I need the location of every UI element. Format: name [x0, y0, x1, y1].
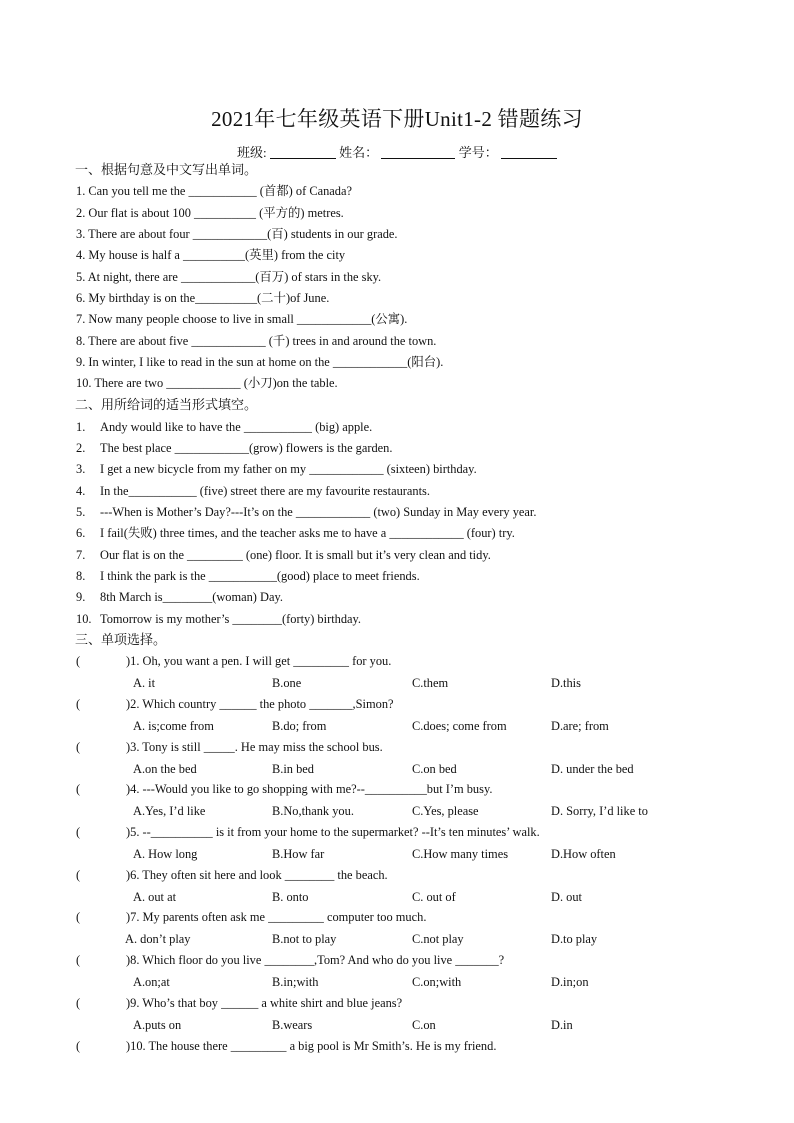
option: B.in bed: [272, 762, 314, 776]
name-field[interactable]: [381, 146, 455, 159]
option: C.does; come from: [412, 719, 507, 733]
option: A. is;come from: [133, 719, 214, 733]
s1-item: 4. My house is half a __________(英里) from the city: [76, 248, 346, 262]
question: [76, 909, 426, 925]
option: A. it: [133, 676, 156, 690]
question: [76, 696, 394, 712]
s2-item: [76, 525, 515, 541]
item-text: Tomorrow is my mother’s ________(forty) birthday.: [100, 612, 362, 626]
option: D.in: [551, 1018, 573, 1032]
option: D. Sorry, I’d like to: [551, 804, 648, 818]
option: D.are; from: [551, 719, 609, 733]
option: B.No,thank you.: [272, 804, 354, 818]
option: B.one: [272, 676, 302, 690]
option: C.How many times: [412, 847, 509, 861]
question: [76, 995, 402, 1011]
option: A.on;at: [133, 975, 170, 989]
option: A.puts on: [133, 1018, 182, 1032]
s2-item: [76, 504, 536, 520]
option: A. How long: [133, 847, 198, 861]
question: [76, 824, 540, 840]
item-text: I get a new bicycle from my father on my ____________ (sixteen) birthday.: [100, 462, 477, 476]
item-text: Andy would like to have the ___________ (big) apple.: [100, 420, 373, 434]
option: D. out: [551, 890, 582, 904]
s2-item: [76, 461, 477, 477]
item-text: Our flat is on the _________ (one) floor. It is small but it’s very clean and tidy.: [100, 548, 491, 562]
question: [76, 653, 391, 669]
student-info-line: [0, 142, 794, 161]
question-text: )8. Which floor do you live ________,Tom? And who do you live _______?: [126, 953, 505, 967]
s1-item: 7. Now many people choose to live in small ____________(公寓).: [76, 312, 408, 326]
s2-item: [76, 611, 361, 627]
item-number: 1.: [76, 420, 86, 434]
s2-item: [76, 440, 392, 456]
answer-bracket[interactable]: (: [76, 654, 81, 668]
class-label: 班级:: [237, 145, 267, 160]
item-number: 2.: [76, 441, 86, 455]
option: C.on: [412, 1018, 436, 1032]
option: B.How far: [272, 847, 325, 861]
question-text: )2. Which country ______ the photo _______,Simon?: [126, 697, 394, 711]
item-text: 8th March is________(woman) Day.: [100, 590, 283, 604]
document-title: 2021年七年级英语下册Unit1-2 错题练习: [211, 107, 583, 131]
answer-bracket[interactable]: (: [76, 782, 81, 796]
answer-bracket[interactable]: (: [76, 697, 81, 711]
question-text: )5. --__________ is it from your home to the supermarket? --It’s ten minutes’ walk.: [126, 825, 540, 839]
s1-item: 9. In winter, I like to read in the sun at home on the ____________(阳台).: [76, 355, 444, 369]
question: [76, 867, 388, 883]
name-label: 姓名：: [339, 145, 379, 160]
item-text: I think the park is the ___________(good) place to meet friends.: [100, 569, 420, 583]
section1-heading: 一、根据句意及中文写出单词。: [75, 162, 258, 177]
item-number: 10.: [76, 612, 92, 626]
answer-bracket[interactable]: (: [76, 910, 81, 924]
option: D.How often: [551, 847, 616, 861]
s2-item: [76, 589, 283, 605]
option: C.not play: [412, 932, 464, 946]
question-text: )10. The house there _________ a big pool is Mr Smith’s. He is my friend.: [126, 1039, 497, 1053]
question: [76, 1038, 496, 1054]
item-text: I fail(失败) three times, and the teacher asks me to have a ____________ (four) try.: [100, 526, 515, 540]
option: C. out of: [412, 890, 456, 904]
option: B.in;with: [272, 975, 319, 989]
question-text: )9. Who’s that boy ______ a white shirt and blue jeans?: [126, 996, 403, 1010]
s1-item: 3. There are about four ____________(百) students in our grade.: [76, 227, 398, 241]
option: B. onto: [272, 890, 309, 904]
option: D.to play: [551, 932, 598, 946]
question-text: )1. Oh, you want a pen. I will get _________ for you.: [126, 654, 392, 668]
item-number: 7.: [76, 548, 86, 562]
s1-item: 1. Can you tell me the ___________ (首都) of Canada?: [76, 184, 352, 198]
question: [76, 781, 492, 797]
option: A. don’t play: [125, 932, 191, 946]
question-text: )7. My parents often ask me _________ computer too much.: [126, 910, 427, 924]
item-text: ---When is Mother’s Day?---It’s on the ____________ (two) Sunday in May every year.: [100, 505, 537, 519]
option: C.on;with: [412, 975, 462, 989]
s1-item: 2. Our flat is about 100 __________ (平方的) metres.: [76, 206, 344, 220]
s2-item: [76, 419, 372, 435]
item-text: In the___________ (five) street there are my favourite restaurants.: [100, 484, 430, 498]
question: [76, 739, 383, 755]
s2-item: [76, 547, 491, 563]
s1-item: 10. There are two ____________ (小刀)on the table.: [76, 376, 338, 390]
answer-bracket[interactable]: (: [76, 868, 81, 882]
item-number: 8.: [76, 569, 86, 583]
id-field[interactable]: [501, 146, 557, 159]
answer-bracket[interactable]: (: [76, 953, 81, 967]
question-text: )3. Tony is still _____. He may miss the school bus.: [126, 740, 383, 754]
item-number: 3.: [76, 462, 86, 476]
option: A.Yes, I’d like: [133, 804, 206, 818]
option: D. under the bed: [551, 762, 634, 776]
item-text: The best place ____________(grow) flowers is the garden.: [100, 441, 393, 455]
class-field[interactable]: [270, 146, 336, 159]
item-number: 6.: [76, 526, 86, 540]
s2-item: [76, 483, 430, 499]
s1-item: 6. My birthday is on the__________(二十)of June.: [76, 291, 330, 305]
answer-bracket[interactable]: (: [76, 996, 81, 1010]
question-text: )6. They often sit here and look ________ the beach.: [126, 868, 388, 882]
section3-heading: 三、单项选择。: [75, 632, 167, 647]
option: A. out at: [133, 890, 177, 904]
s1-item: 5. At night, there are ____________(百万) of stars in the sky.: [76, 270, 382, 284]
option: B.not to play: [272, 932, 337, 946]
s1-item: 8. There are about five ____________ (千) trees in and around the town.: [76, 334, 437, 348]
answer-bracket[interactable]: (: [76, 740, 81, 754]
option: C.them: [412, 676, 449, 690]
id-label: 学号：: [458, 145, 498, 160]
item-number: 5.: [76, 505, 86, 519]
answer-bracket[interactable]: (: [76, 1039, 81, 1053]
option: D.this: [551, 676, 581, 690]
s2-item: [76, 568, 420, 584]
section2-heading: 二、用所给词的适当形式填空。: [75, 397, 258, 412]
option: C.on bed: [412, 762, 457, 776]
question: [76, 952, 504, 968]
option: A.on the bed: [133, 762, 197, 776]
item-number: 4.: [76, 484, 86, 498]
answer-bracket[interactable]: (: [76, 825, 81, 839]
option: C.Yes, please: [412, 804, 479, 818]
option: B.wears: [272, 1018, 313, 1032]
option: B.do; from: [272, 719, 327, 733]
question-text: )4. ---Would you like to go shopping with me?--__________but I’m busy.: [126, 782, 493, 796]
item-number: 9.: [76, 590, 86, 604]
option: D.in;on: [551, 975, 589, 989]
